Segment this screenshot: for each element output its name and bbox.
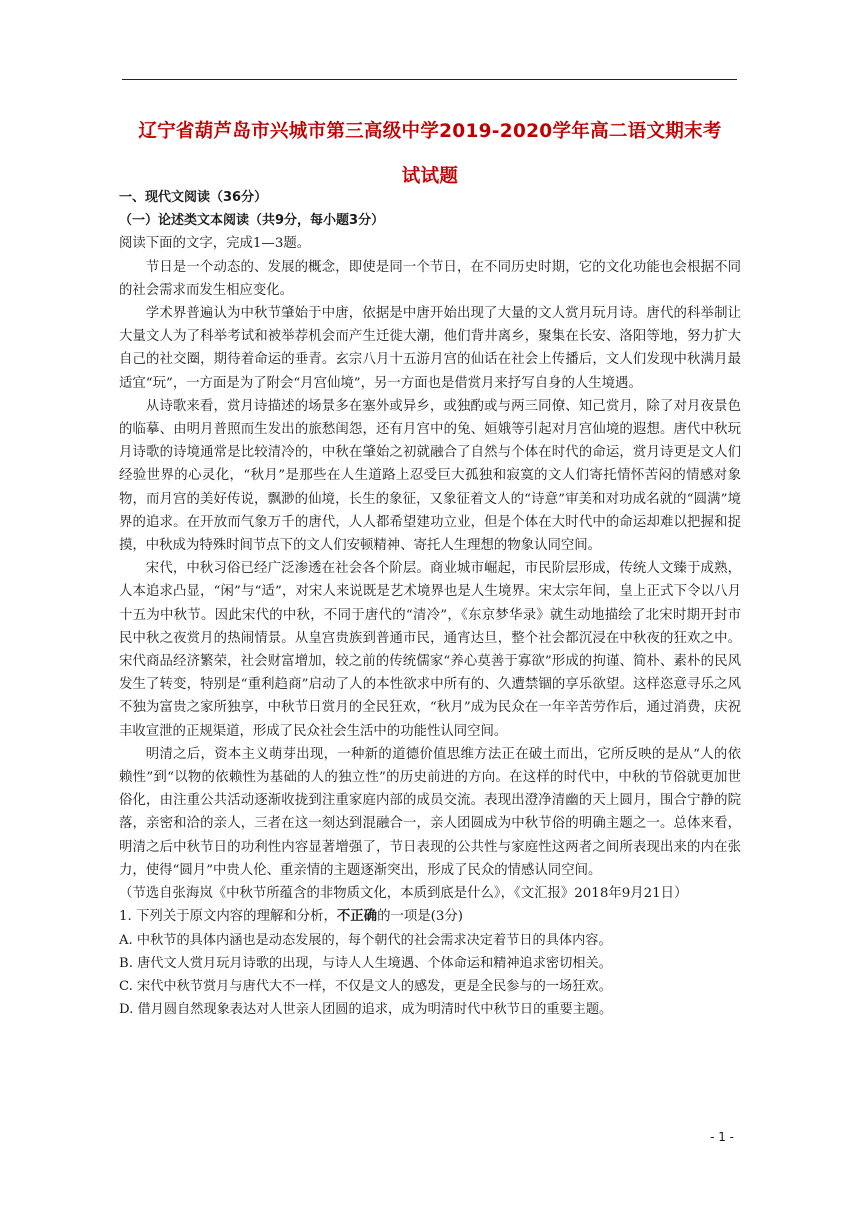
paragraph-5: 明清之后，资本主义萌芽出现，一种新的道德价值思维方法正在破土而出，它所反映的是从“人的依赖性”到“以物的依赖性为基础的人的独立性”的历史前进的方向。在这样的时代中，中秋的节俗就更加世俗化，由注重公共活动逐渐收拢到注重家庭内部的成员交流。表现出澄净清幽的天上圆月，围合宁静的院落，亲密和洽的亲人，三者在这一刻达到混融合一，亲人团圆成为中秋节俗的明确主题之一。总体来看，明清之后中秋节日的功利性内容显著增强了，节日表现的公共性与家庭性这两者之间所表现出来的内在张力，使得“圆月”中贵人伦、重亲情的主题逐渐突出，形成了民众的情感认同空间。 (119, 746, 741, 878)
paragraph-1: 节日是一个动态的、发展的概念，即使是同一个节日，在不同历史时期，它的文化功能也会根据不同的社会需求而发生相应变化。 (119, 259, 741, 298)
question-1-stem (119, 905, 741, 928)
paragraph-3: 从诗歌来看，赏月诗描述的场景多在塞外或异乡，或独酌或与两三同僚、知己赏月，除了对月夜景色的临摹、由明月普照而生发出的旅愁闺怨，还有月宫中的兔、姮娥等引起对月宫仙境的遐想。唐代中秋玩月诗歌的诗境通常是比较清冷的，中秋在肇始之初就融合了自然与个体在时代的命运，赏月诗更是文人们经验世界的心灵化，“秋月”是那些在人生道路上忍受巨大孤独和寂寞的文人们寄托情怀苦闷的情感对象物，而月宫的美好传说，飘渺的仙境，长生的象征，又象征着文人的“诗意”审美和对功成名就的“圆满”境界的追求。在开放而气象万千的唐代，人人都希望建功立业，但是个体在大时代中的命运却难以把握和捉摸，中秋成为特殊时间节点下的文人们安顿精神、寄托人生理想的物象认同空间。 (119, 398, 741, 554)
header-rule (122, 79, 737, 80)
option-a: A. 中秋节的具体内涵也是动态发展的，每个朝代的社会需求决定着节日的具体内容。 (119, 932, 612, 948)
subsection-heading: （一）论述类文本阅读（共9分，每小题3分） (119, 213, 385, 229)
page-number: - 1 - (710, 1130, 734, 1144)
document-body (119, 186, 741, 1021)
option-c: C. 宋代中秋节赏月与唐代大不一样，不仅是文人的感发，更是全民参与的一场狂欢。 (119, 978, 612, 994)
source-note: （节选自张海岚《中秋节所蕴含的非物质文化，本质到底是什么》，《文汇报》2018年9月21日） (119, 886, 688, 902)
option-b: B. 唐代文人赏月玩月诗歌的出现，与诗人人生境遇、个体命运和精神追求密切相关。 (119, 955, 612, 971)
question-1-suffix: 的一项是(3分) (377, 909, 463, 925)
paragraph-4: 宋代，中秋习俗已经广泛渗透在社会各个阶层。商业城市崛起，市民阶层形成，传统人文臻于成熟，人本追求凸显，“闲”与“适”，对宋人来说既是艺术境界也是人生境界。宋太宗年间，皇上正式下令以八月十五为中秋节。因此宋代的中秋，不同于唐代的“清冷”，《东京梦华录》就生动地描绘了北宋时期开封市民中秋之夜赏月的热闹情景。从皇宫贵族到普通市民，通宵达旦，整个社会都沉浸在中秋夜的狂欢之中。宋代商品经济繁荣，社会财富增加，较之前的传统儒家“养心莫善于寡欲”形成的拘谨、简朴、素朴的民风发生了转变，特别是“重利趋商”启动了人的本性欲求中所有的、久遭禁锢的享乐欲望。这样恣意寻乐之风不独为富贵之家所独享，中秋节日赏月的全民狂欢，“秋月”成为民众在一年辛苦劳作后，通过消费，庆祝丰收宣泄的正规渠道，形成了民众社会生活中的功能性认同空间。 (119, 561, 741, 739)
question-1-prefix: 1. 下列关于原文内容的理解和分析， (119, 909, 337, 925)
option-d: D. 借月圆自然现象表达对人世亲人团圆的追求，成为明清时代中秋节日的重要主题。 (119, 1002, 613, 1018)
paragraph-2: 学术界普遍认为中秋节肇始于中唐，依据是中唐开始出现了大量的文人赏月玩月诗。唐代的科举制让大量文人为了科举考试和被举荐机会而产生迁徙大潮，他们背井离乡，聚集在长安、洛阳等地，努力扩大自己的社交圈，期待着命运的垂青。玄宗八月十五游月宫的仙话在社会上传播后，文人们发现中秋满月最适宜“玩”，一方面是为了附会“月宫仙境”，另一方面也是借赏月来抒写自身的人生境遇。 (119, 306, 741, 391)
page-title-line-2: 试试题 (401, 166, 459, 187)
section-heading: 一、现代文阅读（36分） (119, 190, 268, 205)
page-title-line-1: 辽宁省葫芦岛市兴城市第三高级中学2019-2020学年高二语文期末考 (138, 121, 722, 142)
instruction: 阅读下面的文字，完成1—3题。 (119, 236, 311, 252)
question-1-emphasis: 不正确 (336, 909, 378, 925)
